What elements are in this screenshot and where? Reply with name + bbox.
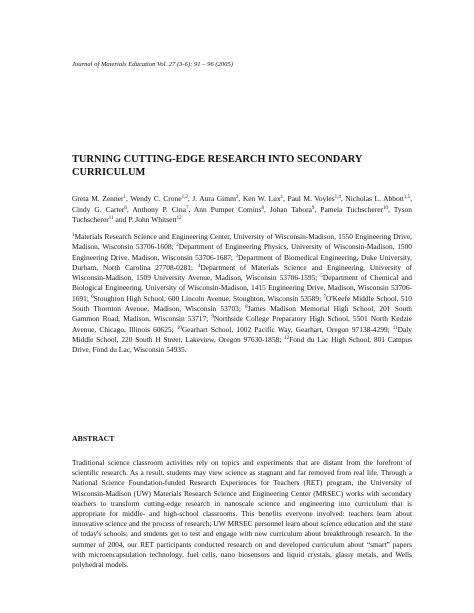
affiliation-text: Daly Middle School, 220 South H Street, Lakeview, Oregon 97630-1858;	[72, 324, 412, 344]
author-affiliation-marker: 1	[123, 195, 127, 200]
author	[345, 194, 410, 203]
author-list: Greta M. Zenner$^1$, Wendy C. Crone$^{1,2}$, J. Aura Gimm$^3$, Ken W. Lux$^1$, Paul M. Voyles$^{1,4}$, Nicholas L. Abbott$^{1,5}$, Cindy G. Carter$^6$, Anthony P. Cina$^7$, Ann Pumper Comins$^8$, Johan Tabora$^9$, Pamela Tuchscherer$^{10}$, Tyson Tuchscherer$^{11}$ and P. John Whitsett$^{12}$	[72, 194, 413, 224]
affiliation-list	[72, 232, 412, 356]
author-affiliation-marker: 1,5	[403, 195, 411, 200]
author	[132, 205, 188, 214]
affiliation-marker: 10	[176, 325, 182, 331]
author-affiliation-marker: 7	[185, 205, 189, 211]
author	[288, 194, 341, 203]
author-affiliation-marker: 10	[383, 205, 389, 211]
author	[72, 205, 127, 214]
author-name: Ken W. Lux	[242, 194, 281, 203]
author-affiliation-marker: 9	[311, 205, 315, 211]
author-name: Wendy C. Crone	[130, 194, 182, 203]
author	[128, 215, 181, 224]
author-name: Ann Pumper Comins	[193, 204, 262, 214]
author-affiliation-marker: 1,4	[334, 195, 341, 200]
affiliation-text: Department of Chemical and Biological Engineering, University of Wisconsin-Madison, 1415 Engineering Drive, Madison, Wisconsin 53706-1691;	[72, 273, 413, 303]
affiliation-text: Materials Research Science and Engineering Center, University of Wisconsin-Madison, 1550 Engineering Drive, Madison, Wisconsin 53706-1608;	[72, 232, 412, 252]
author-name: Paul M. Voyles	[287, 194, 335, 203]
author	[72, 194, 126, 203]
abstract-body: Traditional science classroom activities rely on topics and experiments that are distant from the forefront of scientific research. As a result, students may view science as stagnant and far removed from real life. Through a National Science Foundation-funded Research Experiences for Teachers (RET) program, the University of Wisconsin-Madison (UW) Materials Research Science and Engineering Center (MRSEC) works with secondary teachers to transform cutting-edge research in nanoscale science and engineering into curriculum that is appropriate for middle- and high-school classrooms. This benefits everyone involved: teachers learn about innovative science and the process of research; UW MRSEC personnel learn about science education and the state of today's schools; and students get to test and engage with new curriculum about breakthrough research. In the summer of 2004, our RET participants conducted research on and developed curriculum about “smart” papers with microencapsulation technology, fuel cells, nano biosensors and liquid crystals, glassy metals, and Wells polyhedral models.	[72, 458, 412, 570]
affiliation-marker: 9	[211, 315, 214, 321]
author-name: Johan Tabora	[269, 204, 312, 214]
author-name: Pamela Tuchscherer	[320, 204, 384, 214]
author-name: Tyson Tuchscherer	[72, 204, 412, 224]
affiliation-marker: 1	[72, 233, 75, 238]
affiliation-marker: 11	[392, 325, 398, 331]
author-name: P. John Whitsett	[128, 215, 177, 224]
journal-header: Journal of Materials Education Vol. 27 (3-6): 91 – 96 (2005)	[72, 61, 233, 68]
affiliation-text: James Madison Memorial High School, 201 South Gammon Road, Madison, Wisconsin 53717;	[72, 304, 413, 324]
author-name: Anthony P. Cina	[132, 204, 186, 214]
author-affiliation-marker: 1,2	[181, 195, 188, 200]
affiliation	[91, 294, 321, 303]
author-affiliation-marker: 11	[108, 216, 114, 221]
affiliation-text: Department of Engineering Physics, University of Wisconsin-Madison, 1500 Engineering Drive, Madison, Wisconsin 53706-1687;	[72, 242, 412, 262]
author-name: Greta M. Zenner	[72, 194, 124, 203]
affiliation-marker: 4	[197, 263, 201, 269]
affiliation-text: Department of Materials Science and Engineering, University of Wisconsin-Madison, 1509 University Avenue, Madison, Wisconsin 53706-1595;	[72, 262, 412, 283]
affiliation-marker: 12	[284, 335, 290, 341]
affiliation-text: Stoughton High School, 600 Lincoln Avenue, Stoughton, Wisconsin 53589;	[93, 293, 322, 303]
author	[192, 194, 238, 203]
author-affiliation-marker: 3	[235, 195, 239, 200]
affiliation	[177, 325, 390, 334]
abstract-heading: ABSTRACT	[72, 434, 115, 443]
paper-title: TURNING CUTTING-EDGE RESEARCH INTO SECONDARY CURRICULUM	[72, 154, 363, 178]
author-affiliation-marker: 8	[261, 205, 264, 211]
author-affiliation-marker: 6	[124, 205, 127, 211]
author	[194, 205, 264, 214]
affiliation-text: Gearhart School, 1002 Pacific Way, Gearhart, Oregon 97138-4299;	[181, 324, 390, 334]
affiliation-marker: 6	[91, 294, 94, 300]
affiliation-marker: 8	[245, 305, 248, 311]
affiliation-text: Department of Biomedical Engineering, Duke University, Durham, North Carolina 27708-0281;	[72, 252, 412, 272]
author	[270, 205, 315, 214]
author-affiliation-marker: 1	[280, 195, 284, 200]
affiliation-marker: 2	[176, 243, 179, 249]
author	[243, 194, 283, 203]
author	[320, 205, 388, 214]
author-name: Nicholas L. Abbott	[345, 194, 404, 203]
affiliation-marker: 7	[323, 294, 326, 300]
affiliation-text: Fond du Lac High School, 801 Campus Drive, Fond du Lac, Wisconsin 54935.	[72, 334, 412, 355]
author-name: Cindy G. Carter	[72, 204, 125, 214]
author-name: J. Aura Gimm	[192, 194, 236, 203]
author	[130, 194, 188, 203]
affiliation-marker: 5	[320, 274, 323, 280]
author-affiliation-marker: 12	[176, 216, 182, 221]
affiliation-marker: 3	[235, 253, 238, 259]
affiliation-text: O'Keefe Middle School, 510 South Thornton Avenue, Madison, Wisconsin 53703;	[72, 293, 412, 314]
affiliation-text: Northside College Preparatory High School, 5501 North Kedzie Avenue, Chicago, Illinois 60625;	[72, 314, 412, 334]
